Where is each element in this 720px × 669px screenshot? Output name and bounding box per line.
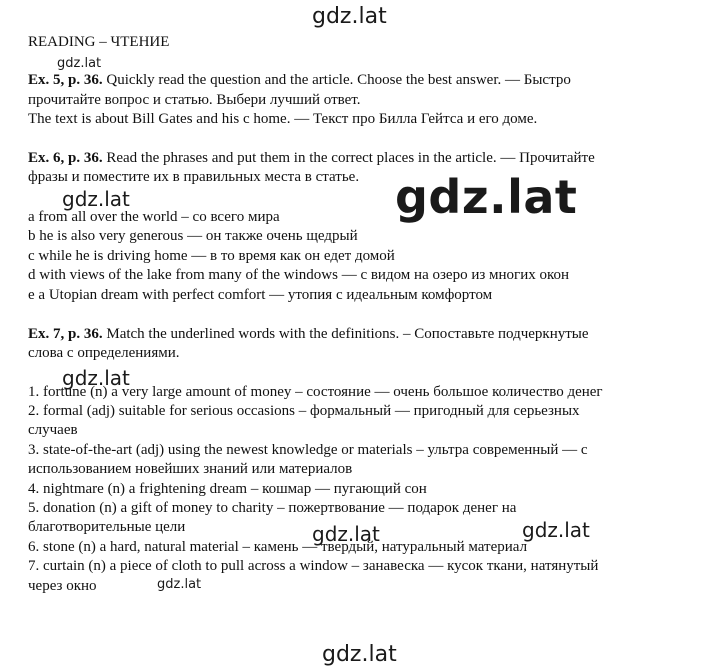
watermark-top: gdz.lat — [312, 4, 387, 29]
ex6-label: Ex. 6, p. 36. — [28, 150, 103, 166]
ex7-text: Match the underlined words with the definitions. – Сопоставьте подчеркнутые — [102, 326, 589, 342]
ex6-item: d with views of the lake from many of the windows — с видом на озеро из многих окон — [28, 267, 570, 283]
section-heading: READING – ЧТЕНИЕ — [28, 34, 170, 50]
ex7-label: Ex. 7, p. 36. — [28, 326, 103, 342]
ex7-line-2: слова с определениями. — [28, 345, 180, 361]
ex7-definition-line: использованием новейших знаний или материалов — [28, 461, 353, 477]
ex5-label: Ex. 5, p. 36. — [28, 72, 103, 88]
ex7-definition-line: 3. state-of-the-art (adj) using the newest knowledge or materials – ультра современный — с — [28, 442, 588, 458]
ex7-definition-line: 7. curtain (n) a piece of cloth to pull across a window – занавеска — кусок ткани, натянутый — [28, 558, 599, 574]
ex5-line-2: прочитайте вопрос и статью. Выбери лучший ответ. — [28, 92, 361, 108]
ex7-definition-line: 2. formal (adj) suitable for serious occasions – формальный — пригодный для серьезных — [28, 403, 580, 419]
ex5-line-1 — [28, 71, 571, 89]
watermark-medium: gdz.lat — [62, 366, 130, 390]
ex7-definition-line: 5. donation (n) a gift of money to charity – пожертвование — подарок денег на — [28, 500, 517, 516]
ex7-definition-line: 4. nightmare (n) a frightening dream – кошмар — пугающий сон — [28, 481, 427, 497]
watermark-medium: gdz.lat — [312, 522, 380, 546]
ex7-definition-line: 6. stone (n) a hard, natural material – камень — твердый, натуральный материал — [28, 539, 528, 555]
ex7-definition-line: случаев — [28, 422, 78, 438]
ex5-text: Quickly read the question and the article. Choose the best answer. — Быстро — [102, 72, 571, 88]
ex6-item: a from all over the world – со всего мира — [28, 209, 280, 225]
ex7-definition-line: через окно — [28, 578, 97, 594]
ex6-text: Read the phrases and put them in the correct places in the article. — Прочитайте — [102, 150, 595, 166]
ex7-definition-line: 1. fortune (n) a very large amount of money – состояние — очень большое количество денег — [28, 384, 603, 400]
ex6-line-1 — [28, 149, 595, 167]
watermark-large: gdz.lat — [395, 170, 578, 224]
ex7-line-1 — [28, 325, 589, 343]
ex6-item: e a Utopian dream with perfect comfort — утопия с идеальным комфортом — [28, 287, 493, 303]
watermark-small: gdz.lat — [57, 56, 102, 71]
ex5-line-3: The text is about Bill Gates and his c home. — Текст про Билла Гейтса и его доме. — [28, 111, 538, 127]
ex6-item: b he is also very generous — он также очень щедрый — [28, 228, 358, 244]
ex6-line-2: фразы и поместите их в правильных места в статье. — [28, 169, 360, 185]
watermark-bottom: gdz.lat — [322, 642, 397, 667]
ex6-item: c while he is driving home — в то время как он едет домой — [28, 248, 395, 264]
watermark-medium: gdz.lat — [62, 187, 130, 211]
watermark-medium: gdz.lat — [522, 518, 590, 542]
ex7-definition-line: благотворительные цели — [28, 519, 186, 535]
watermark-small: gdz.lat — [157, 577, 202, 592]
